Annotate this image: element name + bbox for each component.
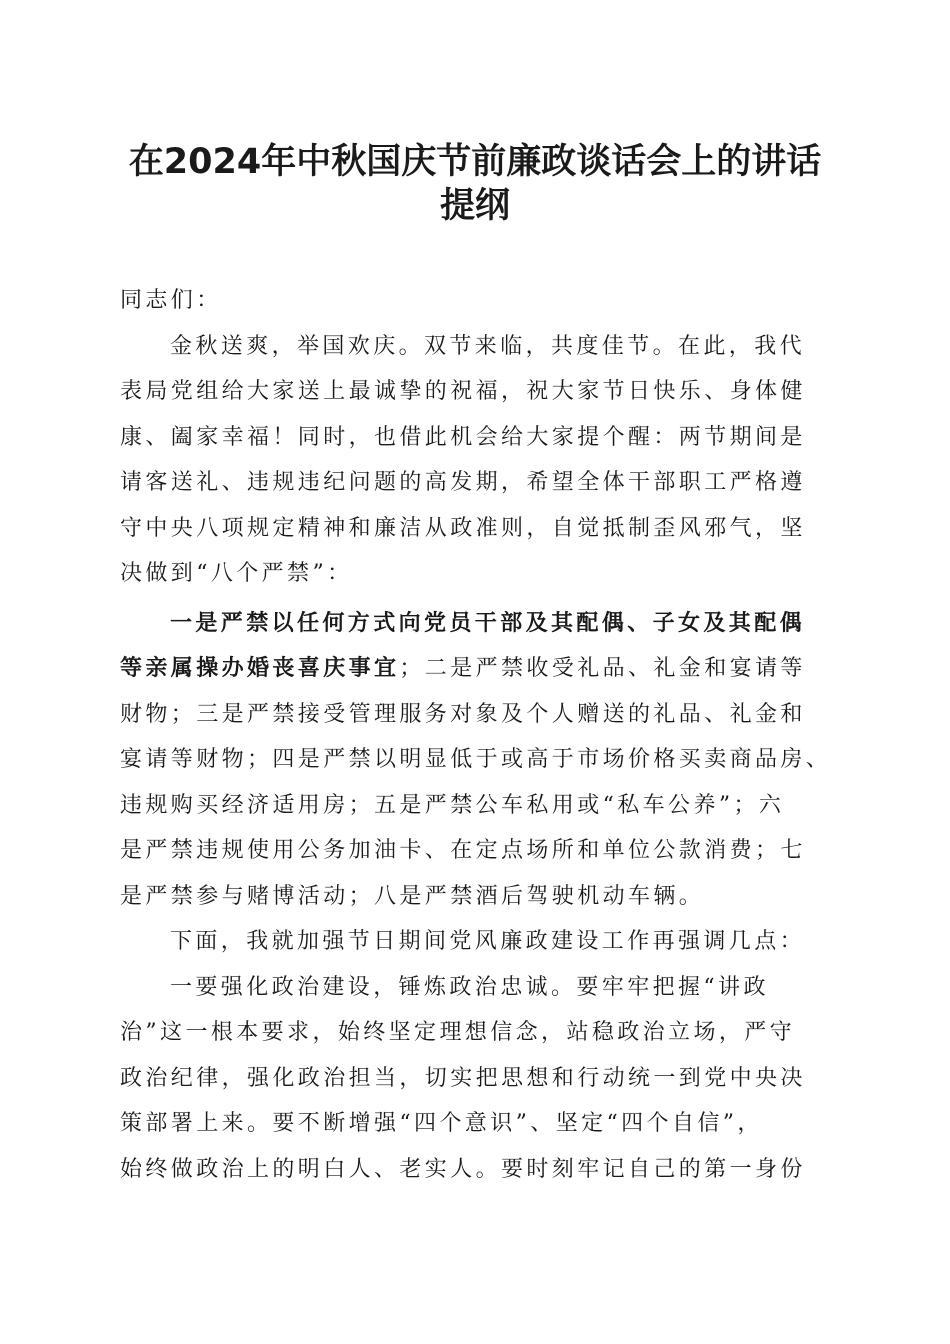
paragraph-eight-prohibitions xyxy=(120,601,832,920)
paragraph-line: 守中央八项规定精神和廉洁从政准则，自觉抵制歪风邪气，坚 xyxy=(120,515,806,541)
paragraph-line: 请客送礼、违规违纪问题的高发期，希望全体干部职工严格遵 xyxy=(120,470,806,495)
paragraph-greeting xyxy=(120,324,832,597)
document-body xyxy=(120,278,832,1192)
document-title-line-2: 提纲 xyxy=(439,186,510,226)
paragraph-line-emphasis: 等亲属操办婚丧喜庆事宜 xyxy=(120,655,400,681)
paragraph-line: 金秋送爽，举国欢庆。双节来临，共度佳节。在此，我代 xyxy=(170,333,806,359)
salutation: 同志们： xyxy=(120,288,222,313)
paragraph-line: 下面，我就加强节日期间党风廉政建设工作再强调几点： xyxy=(170,929,806,954)
paragraph-line: 一要强化政治建设，锤炼政治忠诚。要牢牢把握“讲政 xyxy=(170,974,769,1000)
paragraph-line-emphasis: 一是严禁以任何方式向党员干部及其配偶、子女及其配偶 xyxy=(170,609,806,636)
paragraph-line xyxy=(120,646,832,692)
paragraph-line-rest: ；二是严禁收受礼品、礼金和宴请等 xyxy=(399,656,806,681)
document-title-line-1: 在2024年中秋国庆节前廉政谈话会上的讲话 xyxy=(128,142,822,182)
paragraph-political-building xyxy=(120,965,832,1193)
paragraph-transition xyxy=(120,919,832,965)
paragraph-line: 是严禁参与赌博活动；八是严禁酒后驾驶机动车辆。 xyxy=(120,883,705,909)
paragraph-line: 治”这一根本要求，始终坚定理想信念，站稳政治立场，严守 xyxy=(120,1020,796,1045)
paragraph-line: 政治纪律，强化政治担当，切实把思想和行动统一到党中央决 xyxy=(120,1065,806,1091)
paragraph-line: 始终做政治上的明白人、老实人。要时刻牢记自己的第一身份 xyxy=(120,1156,806,1182)
paragraph-line: 违规购买经济适用房；五是严禁公车私用或“私车公养”；六 xyxy=(120,792,785,818)
paragraph-line: 宴请等财物；四是严禁以明显低于或高于市场价格买卖商品房、 xyxy=(120,747,832,772)
paragraph-line: 决做到“八个严禁”： xyxy=(120,561,353,586)
paragraph-line: 是严禁违规使用公务加油卡、在定点场所和单位公款消费；七 xyxy=(120,838,806,863)
paragraph-line: 康、阖家幸福！同时，也借此机会给大家提个醒：两节期间是 xyxy=(120,424,806,450)
paragraph-line: 表局党组给大家送上最诚挚的祝福，祝大家节日快乐、身体健 xyxy=(120,379,806,404)
paragraph-line: 财物；三是严禁接受管理服务对象及个人赠送的礼品、礼金和 xyxy=(120,701,806,727)
paragraph-line: 策部署上来。要不断增强“四个意识”、坚定“四个自信”， xyxy=(120,1111,763,1136)
